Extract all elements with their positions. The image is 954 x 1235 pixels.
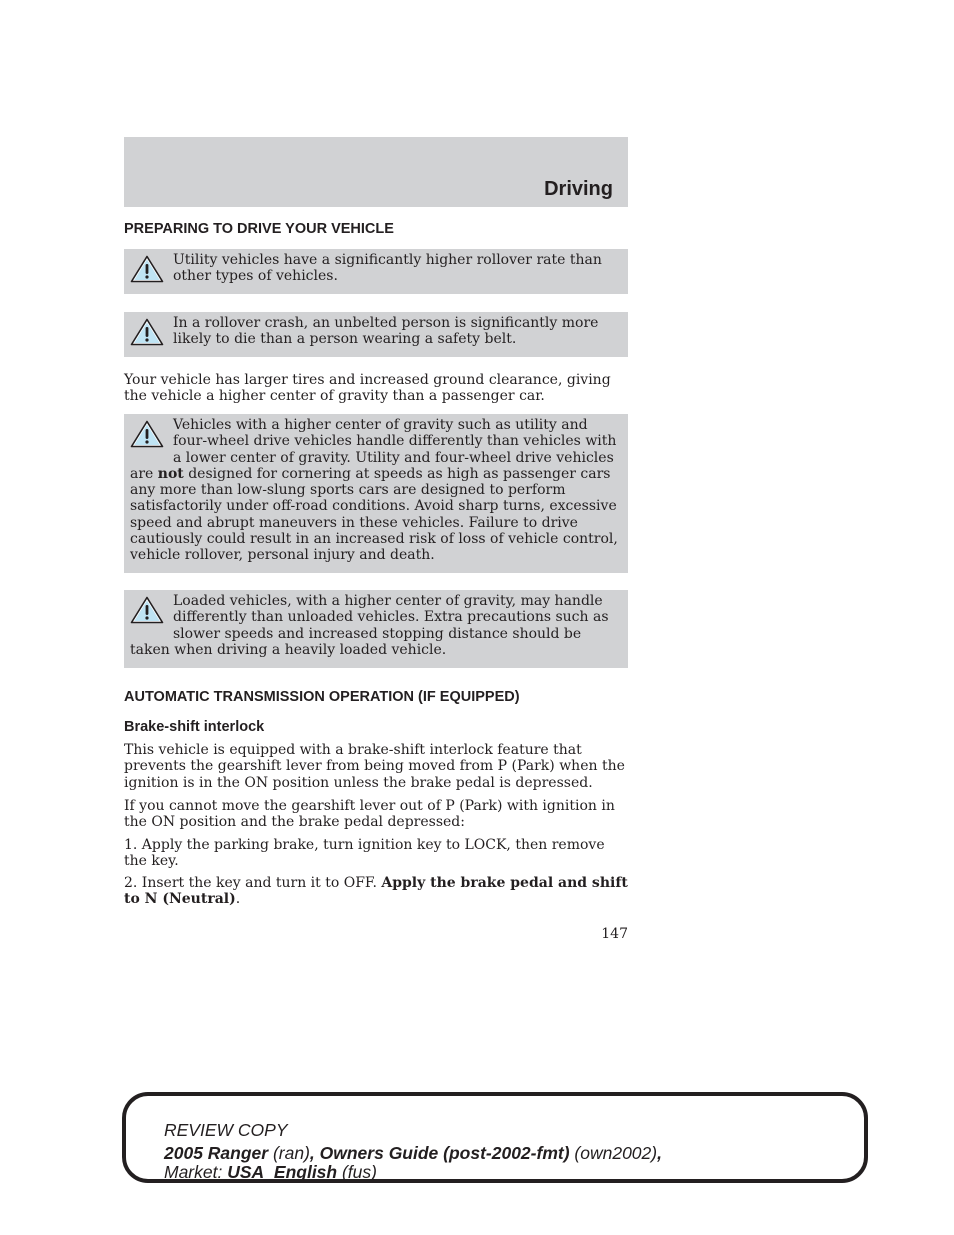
warning-triangle-icon	[130, 255, 164, 283]
review-guide: Owners Guide (post-2002-fmt)	[319, 1143, 570, 1163]
warning-box-unbelted	[124, 312, 628, 357]
paragraph-tires: Your vehicle has larger tires and increased ground clearance, giving the vehicle a higher center of gravity than a passenger car.	[124, 372, 611, 405]
paragraph-cannot-move: If you cannot move the gearshift lever out of P (Park) with ignition in the ON position and the brake pedal depressed:	[124, 798, 615, 831]
review-market: USA_English	[227, 1162, 338, 1182]
step-2-emphasis: Apply the brake pedal and shift to N (Neutral)	[124, 875, 628, 908]
heading-transmission: AUTOMATIC TRANSMISSION OPERATION (IF EQUIPPED)	[124, 689, 520, 705]
warning-triangle-icon	[130, 420, 164, 448]
warning-text: In a rollover crash, an unbelted person is significantly more likely to die than a person wearing a safety belt.	[173, 315, 599, 348]
warning-text: Utility vehicles have a significantly higher rollover rate than other types of vehicles.	[173, 252, 602, 285]
step-2	[124, 875, 628, 908]
review-market-label: Market:	[164, 1162, 228, 1182]
review-market-line	[164, 1162, 377, 1183]
review-copy-box	[122, 1092, 868, 1183]
review-copy-label: REVIEW COPY	[164, 1120, 288, 1140]
warning-text: Loaded vehicles, with a higher center of gravity, may handle differently than unloaded vehicles. Extra precautions such as slower speeds and increased stopping distance should be taken when driving a heavily loaded vehicle.	[130, 593, 609, 658]
review-market-code: (fus)	[337, 1162, 377, 1182]
page-number: 147	[601, 926, 628, 942]
warning-box-rollover-rate	[124, 249, 628, 294]
warning-box-loaded-vehicles	[124, 590, 628, 668]
review-guide-code: (own2002)	[569, 1143, 658, 1163]
subheading-brake-shift-interlock: Brake-shift interlock	[124, 719, 265, 735]
step-1: 1. Apply the parking brake, turn ignition key to LOCK, then remove the key.	[124, 837, 605, 870]
paragraph-interlock: This vehicle is equipped with a brake-shift interlock feature that prevents the gearshift lever from being moved from P (Park) when the ignition is in the ON position unless the brake pedal is depressed.	[124, 742, 625, 791]
heading-preparing: PREPARING TO DRIVE YOUR VEHICLE	[124, 221, 394, 237]
warning-emphasis: not	[157, 465, 184, 482]
section-header-band	[124, 137, 628, 207]
warning-text: Vehicles with a higher center of gravity such as utility and four-wheel drive vehicles handle differently than vehicles with a lower center of gravity. Utility and four-wheel drive vehicles are	[130, 417, 617, 482]
review-model: 2005 Ranger	[164, 1143, 269, 1163]
warning-triangle-icon	[130, 318, 164, 346]
warning-triangle-icon	[130, 596, 164, 624]
review-separator: ,	[657, 1143, 662, 1163]
section-title: Driving	[544, 178, 613, 200]
review-separator: ,	[309, 1143, 320, 1163]
warning-text: designed for cornering at speeds as high as passenger cars any more than low-slung sports cars are designed to perform satisfactorily under off-road conditions. Avoid sharp turns, excessive speed and abrupt maneuvers in these vehicles. Failure to drive cautiously could result in an increased risk of loss of vehicle control, vehicle rollover, personal injury and death.	[130, 465, 618, 564]
step-2-end: .	[235, 891, 241, 908]
warning-box-center-of-gravity	[124, 414, 628, 573]
review-model-code: (ran)	[268, 1143, 310, 1163]
review-model-line	[164, 1143, 662, 1164]
step-2-text: 2. Insert the key and turn it to OFF.	[124, 875, 382, 891]
